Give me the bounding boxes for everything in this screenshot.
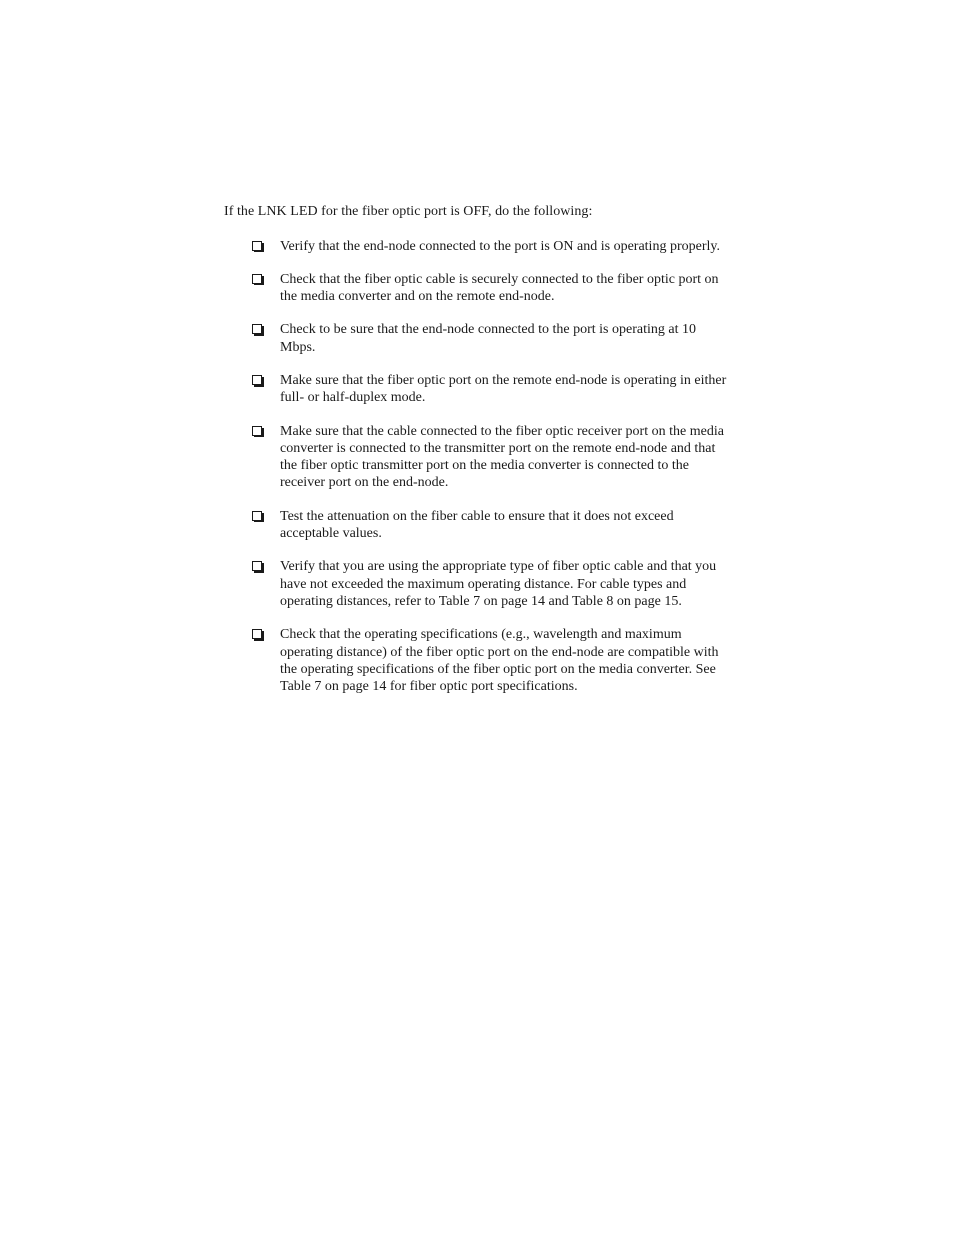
checklist-item-text: Verify that you are using the appropriate type of fiber optic cable and that you have not exceeded the maximum operating distance. For cable types and operating distances, refer to Table 7 on page 14 and Table 8 on page 15. bbox=[280, 559, 717, 609]
checkbox-icon bbox=[252, 561, 262, 571]
checklist-item bbox=[224, 271, 734, 306]
checklist-item-text: Test the attenuation on the fiber cable to ensure that it does not exceed acceptable values. bbox=[280, 508, 674, 542]
checklist-item-text: Check to be sure that the end-node connected to the port is operating at 10 Mbps. bbox=[280, 322, 696, 355]
troubleshooting-checklist bbox=[224, 238, 734, 696]
checkbox-icon bbox=[252, 629, 262, 639]
intro-paragraph: If the LNK LED for the fiber optic port is OFF, do the following: bbox=[224, 204, 593, 219]
checklist-item bbox=[224, 626, 734, 695]
checklist-item-text: Make sure that the fiber optic port on the remote end-node is operating in either full- or half-duplex mode. bbox=[280, 372, 727, 406]
checklist-item bbox=[224, 238, 734, 255]
page-content bbox=[224, 203, 734, 711]
checkbox-icon bbox=[252, 375, 262, 385]
checklist-item bbox=[224, 321, 734, 356]
checkbox-icon bbox=[252, 324, 262, 334]
checklist-item-text: Check that the operating specifications (e.g., wavelength and maximum operating distance) of the fiber optic port on the end-node are compatible with the operating specifications of the fiber optic port on the media converter. See Table 7 on page 14 for fiber optic port specifications. bbox=[280, 627, 719, 695]
checkbox-icon bbox=[252, 511, 262, 521]
checklist-item bbox=[224, 508, 734, 543]
checkbox-icon bbox=[252, 274, 262, 284]
checklist-item bbox=[224, 423, 734, 492]
checklist-item-text: Check that the fiber optic cable is securely connected to the fiber optic port on the media converter and on the remote end-node. bbox=[280, 271, 719, 305]
checklist-item-text: Make sure that the cable connected to the fiber optic receiver port on the media converter is connected to the transmitter port on the remote end-node and that the fiber optic transmitter port on the media converter is connected to the receiver port on the end-node. bbox=[280, 423, 724, 491]
checkbox-icon bbox=[252, 241, 262, 251]
checklist-item bbox=[224, 372, 734, 407]
checklist-item bbox=[224, 558, 734, 610]
checkbox-icon bbox=[252, 426, 262, 436]
checklist-item-text: Verify that the end-node connected to the port is ON and is operating properly. bbox=[280, 238, 720, 254]
